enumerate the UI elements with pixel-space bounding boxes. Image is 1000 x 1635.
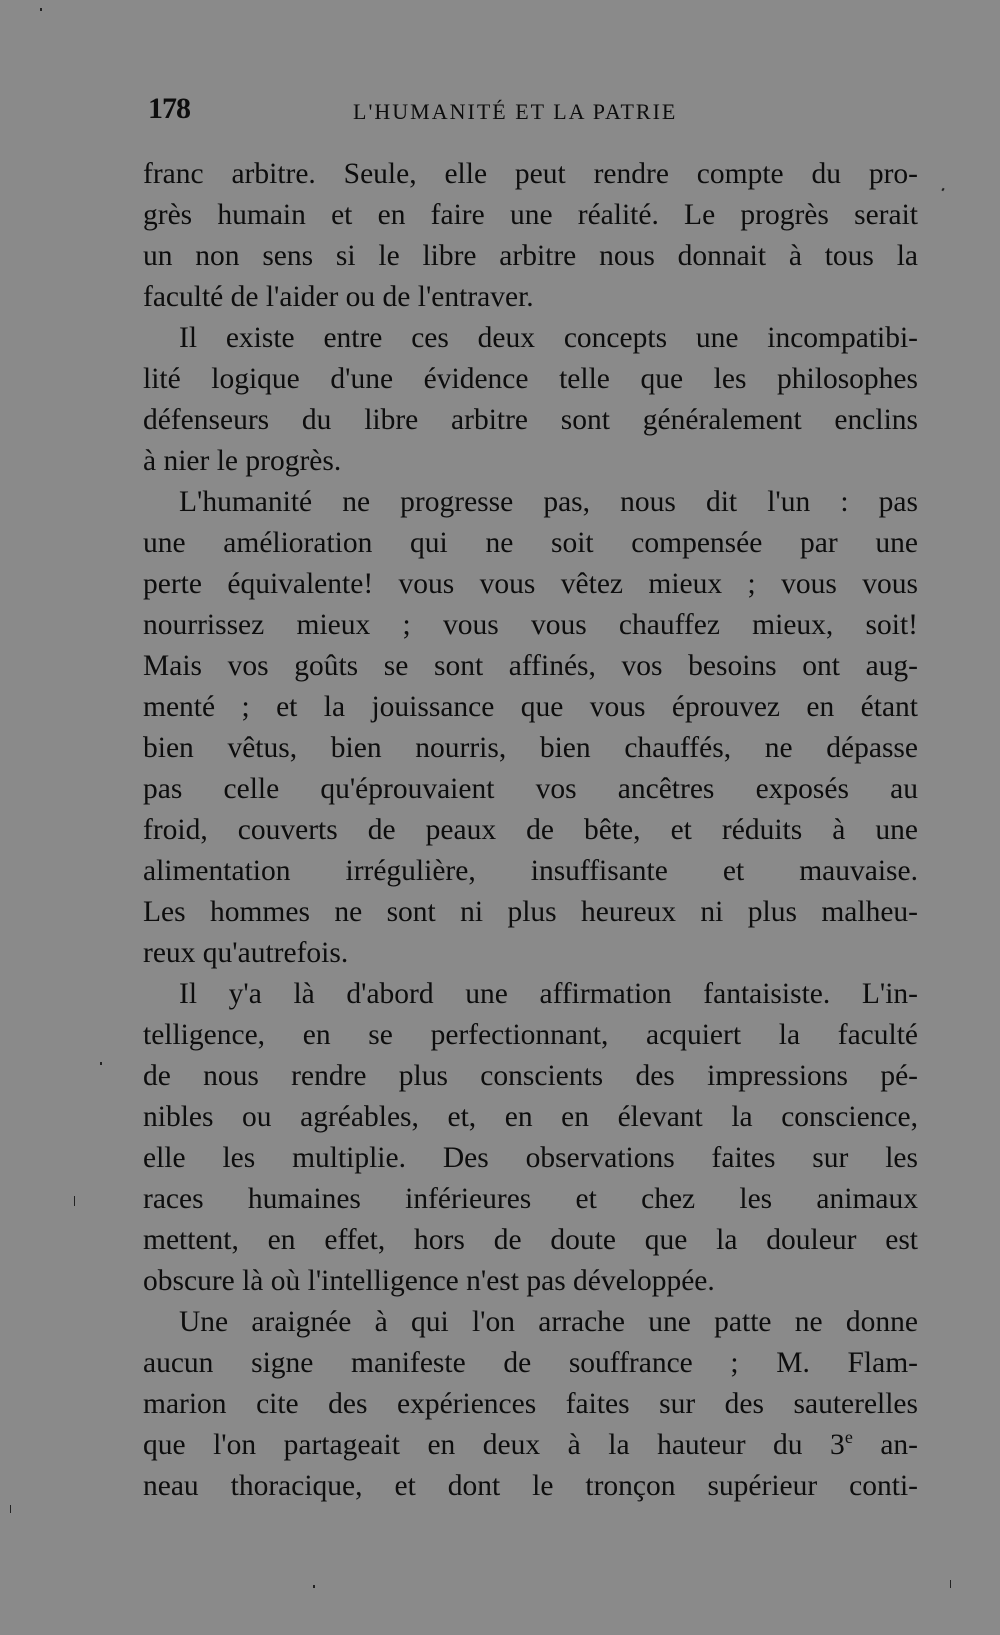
scan-speck [950, 1580, 951, 1588]
text-line: reux qu'autrefois. [143, 937, 349, 969]
text-line: telligence, en se perfectionnant, acquiert la faculté [143, 1019, 918, 1051]
text-line: marion cite des expériences faites sur des sauterelles [143, 1388, 918, 1420]
text-line: L'humanité ne progresse pas, nous dit l'un : pas [179, 486, 918, 518]
text-line: Une araignée à qui l'on arrache une patte ne donne [179, 1306, 918, 1338]
text-line: neau thoracique, et dont le tronçon supérieur conti- [143, 1470, 918, 1502]
paragraph [143, 318, 918, 482]
text-line-with-superscript [143, 1425, 918, 1466]
scan-speck [10, 1505, 11, 1513]
body-text [143, 154, 918, 1507]
text-line: faculté de l'aider ou de l'entraver. [143, 281, 534, 313]
page-header [148, 92, 918, 132]
text-line: franc arbitre. Seule, elle peut rendre compte du pro- [143, 158, 918, 190]
text-line: grès humain et en faire une réalité. Le progrès serait [143, 199, 918, 231]
text-line: une amélioration qui ne soit compensée par une [143, 527, 918, 559]
text-line: aucun signe manifeste de souffrance ; M. Flam- [143, 1347, 918, 1379]
paragraph [143, 482, 918, 974]
running-title: L'HUMANITÉ ET LA PATRIE [353, 99, 678, 124]
text-line: froid, couverts de peaux de bête, et réduits à une [143, 814, 918, 846]
text-line: Mais vos goûts se sont affinés, vos besoins ont aug- [143, 650, 918, 682]
paragraph [143, 1302, 918, 1425]
text-line: Les hommes ne sont ni plus heureux ni plus malheu- [143, 896, 918, 928]
line-segment: an- [852, 1429, 918, 1461]
scan-speck [100, 1062, 102, 1065]
text-line: à nier le progrès. [143, 445, 342, 477]
paragraphs [143, 154, 918, 1425]
paragraph [143, 154, 918, 318]
text-line: bien vêtus, bien nourris, bien chauffés, ne dépasse [143, 732, 918, 764]
text-line: nibles ou agréables, et, en en élevant la conscience, [143, 1101, 918, 1133]
scan-speck [313, 1585, 315, 1588]
text-line: nourrissez mieux ; vous vous chauffez mieux, soit! [143, 609, 918, 641]
paragraph [143, 974, 918, 1302]
text-line: mettent, en effet, hors de doute que la douleur est [143, 1224, 918, 1256]
ordinal-superscript: e [844, 1427, 853, 1447]
text-line: Il existe entre ces deux concepts une incompatibi- [179, 322, 918, 354]
scan-speck [40, 8, 42, 11]
text-line: alimentation irrégulière, insuffisante et mauvaise. [143, 855, 918, 887]
scan-speck [74, 1196, 75, 1206]
text-line: elle les multiplie. Des observations faites sur les [143, 1142, 918, 1174]
text-line: obscure là où l'intelligence n'est pas développée. [143, 1265, 715, 1297]
text-line: pas celle qu'éprouvaient vos ancêtres exposés au [143, 773, 918, 805]
page-number: 178 [148, 92, 190, 125]
text-line: lité logique d'une évidence telle que les philosophes [143, 363, 918, 395]
text-line: défenseurs du libre arbitre sont généralement enclins [143, 404, 918, 436]
text-line: un non sens si le libre arbitre nous donnait à tous la [143, 240, 918, 272]
line-segment: que l'on partageait en deux à la hauteur du 3 [143, 1429, 845, 1461]
text-line: perte équivalente! vous vous vêtez mieux ; vous vous [143, 568, 918, 600]
text-line: races humaines inférieures et chez les animaux [143, 1183, 918, 1215]
text-line: menté ; et la jouissance que vous éprouvez en étant [143, 691, 918, 723]
text-line: Il y'a là d'abord une affirmation fantaisiste. L'in- [179, 978, 918, 1010]
scan-speck [941, 188, 944, 192]
text-line: de nous rendre plus conscients des impressions pé- [143, 1060, 918, 1092]
